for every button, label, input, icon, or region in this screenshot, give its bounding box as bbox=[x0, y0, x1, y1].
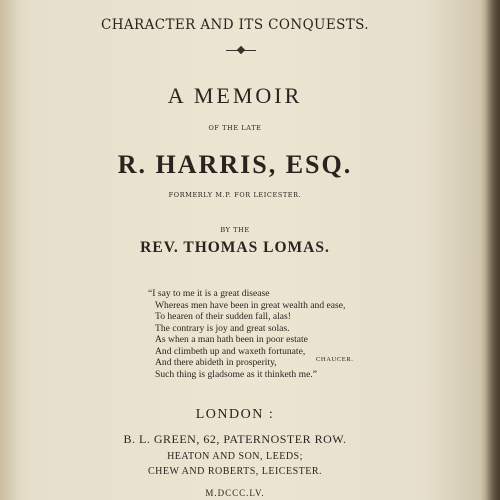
of-the-late-line: OF THE LATE bbox=[208, 124, 262, 132]
by-the-line: BY THE bbox=[220, 226, 250, 234]
epigraph-line: Such thing is gladsome as it thinketh me.” bbox=[155, 368, 318, 380]
subject-name: R. HARRIS, ESQ. bbox=[117, 150, 353, 179]
imprint-year: M.DCCC.LV. bbox=[205, 488, 265, 498]
imprint-publisher: B. L. GREEN, 62, PATERNOSTER ROW. bbox=[123, 432, 347, 446]
epigraph bbox=[148, 288, 345, 380]
epigraph-line: And climbeth up and waxeth fortunate, bbox=[155, 345, 306, 357]
book-title: A MEMOIR bbox=[167, 83, 303, 108]
imprint-printer-leeds: HEATON AND SON, LEEDS; bbox=[167, 451, 303, 462]
epigraph-line: As when a man hath been in poor estate bbox=[155, 334, 308, 345]
imprint-printer-leicester: CHEW AND ROBERTS, LEICESTER. bbox=[147, 466, 323, 477]
epigraph-line: Whereas men have been in great wealth and ease, bbox=[155, 299, 346, 311]
page-edge-shadow bbox=[486, 0, 500, 500]
author-name: REV. THOMAS LOMAS. bbox=[140, 239, 330, 256]
epigraph-line: To hearen of their sudden fall, alas! bbox=[155, 311, 291, 322]
epigraph-attribution: CHAUCER. bbox=[316, 356, 354, 363]
epigraph-line: And there abideth in prosperity, bbox=[155, 357, 277, 368]
epigraph-line: The contrary is joy and great solas. bbox=[155, 322, 290, 334]
subject-role: FORMERLY M.P. FOR LEICESTER. bbox=[168, 191, 302, 199]
imprint-city: LONDON : bbox=[195, 407, 275, 422]
diamond-rule-icon bbox=[226, 46, 256, 56]
epigraph-line: “I say to me it is a great disease bbox=[148, 288, 270, 299]
running-head: CHARACTER AND ITS CONQUESTS. bbox=[101, 17, 369, 33]
